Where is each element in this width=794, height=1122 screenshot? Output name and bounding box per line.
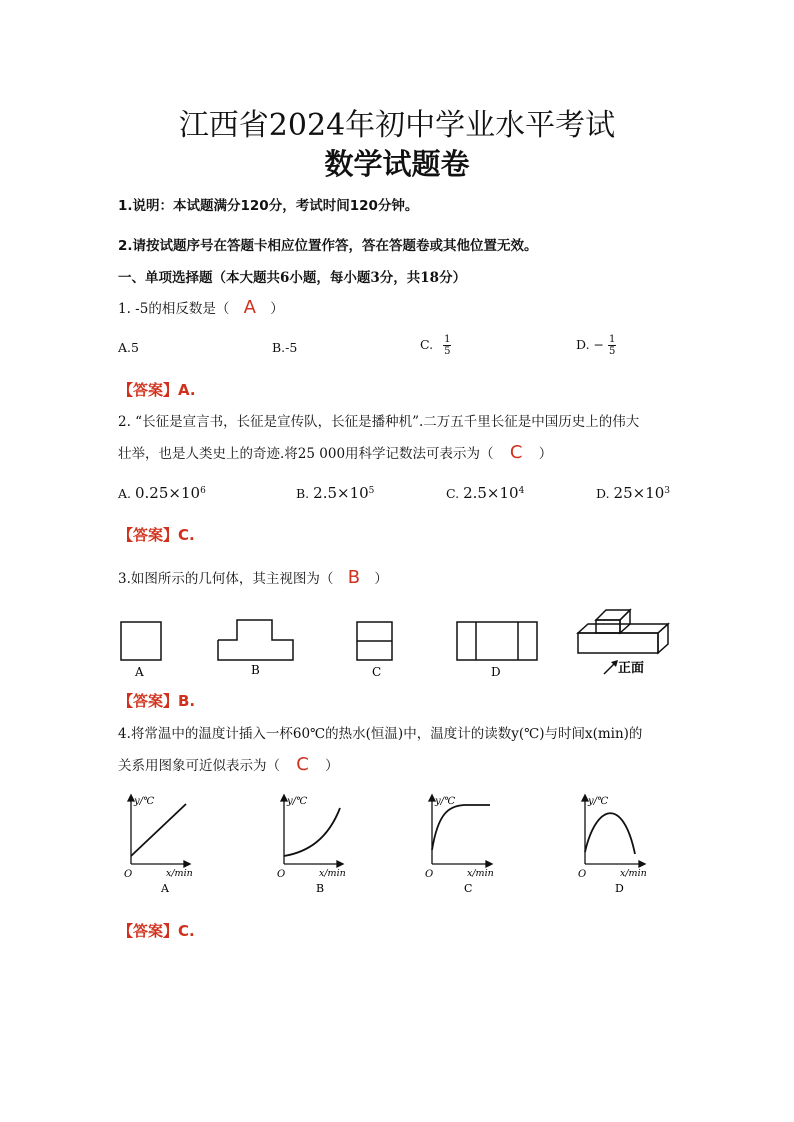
svg-text:y/℃: y/℃ [287,796,308,807]
q3-views-figure [118,598,678,684]
svg-text:y/℃: y/℃ [134,796,155,807]
q1-option-c [420,334,451,357]
svg-text:O: O [425,869,434,880]
q1-option-a: A.5 [118,340,139,355]
q1-option-d-fraction: $\frac{1}{5}$ [609,334,616,357]
question-1-text: 1. -5的相反数是（ [118,301,230,317]
svg-text:x/min: x/min [620,868,647,879]
q3-label-d: D [491,665,501,679]
q1-option-c-label: C. [420,337,434,352]
question-2-handwritten-answer: C [509,442,523,463]
question-1-handwritten-answer: A [243,297,256,318]
q1-option-b: B.-5 [272,340,298,355]
q3-label-b: B [251,663,260,677]
q2-option-c: C. $2.5\times 10^4$ [446,484,525,502]
q4-label-a: A [161,882,169,895]
svg-text:x/min: x/min [166,868,193,879]
page-subtitle: 数学试题卷 [324,147,470,181]
svg-text:O: O [277,869,286,880]
q3-front-label: 正面 [618,661,645,676]
q1-option-d: D. − $\frac{1}{5}$ [576,334,616,357]
question-2-line-2: 壮举，也是人类史上的奇迹.将25 000用科学记数法可表示为（ C ） [118,442,553,463]
question-3-handwritten-answer: B [347,567,361,588]
q2-option-a: A. $0.25\times 10^6$ [118,484,206,502]
q3-label-c: C [372,665,382,679]
svg-text:O: O [124,869,133,880]
q3-view-d [457,622,537,660]
q2-answer: 【答案】C. [118,526,195,544]
page-title: 江西省2024年初中学业水平考试 [178,108,616,143]
q3-answer: 【答案】B. [118,692,196,710]
q3-solid-figure [578,610,668,653]
q2-option-d: D. $25\times 10^3$ [596,484,671,502]
q4-label-b: B [316,882,325,895]
question-1-stem [118,297,284,318]
question-4-line-2: 关系用图象可近似表示为（ C ） [118,754,339,775]
question-2-line-1: 2. “长征是宣言书，长征是宣传队，长征是播种机”.二万五千里长征是中国历史上的伟大 [118,414,640,430]
q3-view-b [218,620,293,660]
svg-text:x/min: x/min [319,868,346,879]
q3-view-a [121,622,161,660]
q4-label-c: C [464,882,473,895]
q1-option-d-label: D. [576,337,590,352]
question-1-close: ） [270,301,284,317]
front-arrow-icon [604,660,618,674]
svg-text:x/min: x/min [467,868,494,879]
svg-text:O: O [578,869,587,880]
question-3-stem: 3.如图所示的几何体，其主视图为（ B ） [118,567,388,588]
q3-label-a: A [135,665,144,679]
question-4-line-1: 4.将常温中的温度计插入一杯60℃的热水(恒温)中，温度计的读数y(℃)与时间x(min)的 [118,726,643,742]
svg-text:y/℃: y/℃ [435,796,456,807]
svg-text:y/℃: y/℃ [588,796,609,807]
section-heading: 一、单项选择题（本大题共6小题，每小题3分，共18分） [118,270,467,286]
q4-answer: 【答案】C. [118,922,195,940]
instruction-note-1: 1.说明：本试题满分120分，考试时间120分钟。 [118,198,419,214]
question-4-handwritten-answer: C [296,754,309,775]
instruction-note-2: 2.请按试题序号在答题卡相应位置作答，答在答题卷或其他位置无效。 [118,238,538,254]
q2-option-b: B. $2.5\times 10^5$ [296,484,375,502]
q1-answer: 【答案】A. [118,381,196,399]
q1-option-c-fraction: $\frac{1}{5}$ [444,334,451,357]
q4-label-d: D [615,882,624,895]
q4-graphs-figure [118,784,678,900]
